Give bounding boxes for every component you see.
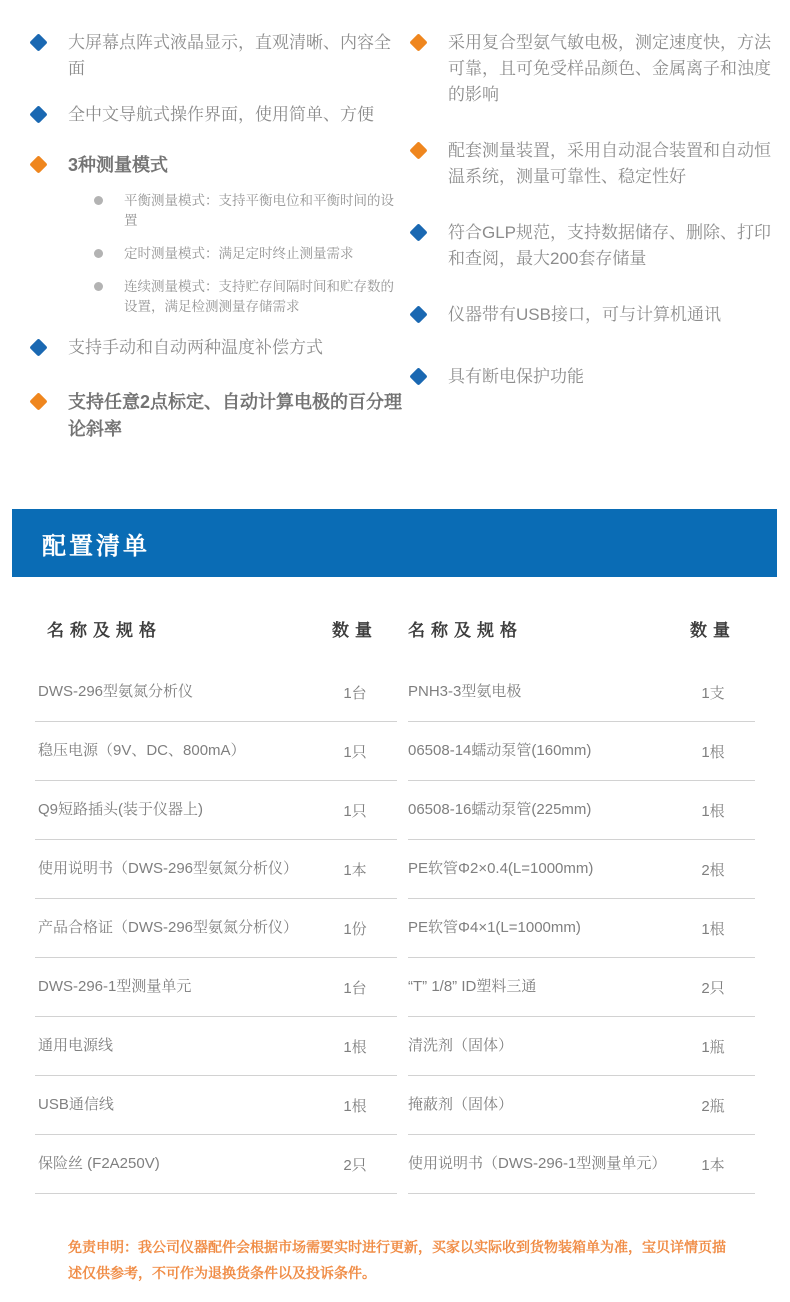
item-name: “T” 1/8” ID塑料三通 — [408, 978, 537, 995]
blue-diamond-icon — [409, 223, 427, 241]
features-right-column — [408, 30, 780, 465]
feature-text: 大屏幕点阵式液晶显示，直观清晰、内容全面 — [68, 33, 391, 78]
feature-text: 符合GLP规范，支持数据储存、删除、打印和查阅，最大200套存储量 — [448, 223, 772, 268]
item-name: PE软管Φ4×1(L=1000mm) — [408, 919, 581, 936]
feature-text: 采用复合型氨气敏电极，测定速度快，方法可靠，且可免受样品颜色、金属离子和浊度的影响 — [448, 33, 771, 104]
item-name: 掩蔽剂（固体） — [408, 1096, 514, 1113]
item-name: 通用电源线 — [38, 1037, 114, 1054]
dot-bullet-icon — [94, 249, 103, 258]
table-row — [35, 1076, 397, 1135]
item-qty: 1支 — [701, 684, 725, 702]
table-row — [35, 722, 397, 781]
orange-diamond-icon — [409, 141, 427, 159]
item-name: PE软管Φ2×0.4(L=1000mm) — [408, 860, 594, 877]
dot-bullet-icon — [94, 282, 103, 291]
feature-item — [28, 30, 406, 82]
item-name: 使用说明书（DWS-296型氨氮分析仪） — [38, 860, 299, 877]
feature-item — [28, 389, 406, 443]
feature-text: 3种测量模式 — [68, 155, 169, 175]
banner-title: 配置清单 — [42, 532, 150, 560]
feature-text: 具有断电保护功能 — [448, 367, 584, 386]
item-name: DWS-296-1型测量单元 — [38, 978, 192, 995]
item-qty: 1只 — [343, 802, 367, 820]
sublist-item-text: 平衡测量模式：支持平衡电位和平衡时间的设置 — [124, 193, 394, 228]
feature-text: 配套测量装置，采用自动混合装置和自动恒温系统，测量可靠性、稳定性好 — [448, 141, 771, 186]
table-row — [408, 1135, 755, 1194]
table-header — [35, 611, 397, 645]
table-row — [408, 722, 755, 781]
table-row — [408, 781, 755, 840]
feature-item — [28, 152, 406, 179]
item-name: 06508-14蠕动泵管(160mm) — [408, 742, 592, 759]
table-row — [408, 958, 755, 1017]
item-name: DWS-296型氨氮分析仪 — [38, 683, 194, 700]
item-qty: 1根 — [701, 802, 725, 820]
feature-item — [408, 30, 780, 108]
column-header-name: 名称及规格 — [408, 620, 523, 640]
measure-mode-sublist — [94, 191, 406, 317]
table-row — [35, 840, 397, 899]
table-row — [408, 840, 755, 899]
config-table-right — [408, 611, 755, 1194]
table-row — [408, 1076, 755, 1135]
table-row — [35, 1017, 397, 1076]
sublist-item — [94, 244, 406, 264]
item-qty: 1只 — [343, 743, 367, 761]
feature-text: 支持手动和自动两种温度补偿方式 — [68, 338, 323, 357]
column-header-name: 名称及规格 — [47, 620, 162, 640]
item-qty: 1份 — [343, 920, 367, 938]
feature-text: 全中文导航式操作界面，使用简单、方便 — [68, 105, 374, 124]
sublist-item — [94, 277, 406, 317]
table-row — [35, 958, 397, 1017]
sublist-item — [94, 191, 406, 231]
item-name: PNH3-3型氨电极 — [408, 683, 522, 700]
item-name: 保险丝 (F2A250V) — [38, 1155, 160, 1172]
item-qty: 1根 — [343, 1097, 367, 1115]
item-qty: 2根 — [701, 861, 725, 879]
dot-bullet-icon — [94, 196, 103, 205]
feature-item — [28, 102, 406, 128]
table-row — [408, 663, 755, 722]
table-header — [408, 611, 755, 645]
sublist-item-text: 连续测量模式：支持贮存间隔时间和贮存数的设置，满足检测测量存储需求 — [124, 279, 394, 314]
feature-text: 支持任意2点标定、自动计算电极的百分理论斜率 — [68, 392, 403, 439]
item-qty: 1台 — [343, 684, 367, 702]
config-table-left — [35, 611, 397, 1194]
item-qty: 1瓶 — [701, 1038, 725, 1056]
table-row — [408, 899, 755, 958]
orange-diamond-icon — [29, 392, 47, 410]
sublist-item-text: 定时测量模式：满足定时终止测量需求 — [124, 246, 354, 261]
config-list-banner — [12, 509, 777, 577]
item-name: 清洗剂（固体） — [408, 1037, 514, 1054]
item-qty: 1本 — [343, 861, 367, 879]
item-qty: 1本 — [701, 1156, 725, 1174]
table-row — [408, 1017, 755, 1076]
column-header-qty: 数量 — [332, 620, 378, 640]
disclaimer-text: 免责申明：我公司仪器配件会根据市场需要实时进行更新，买家以实际收到货物装箱单为准，宝贝详情页描述仅供参考，不可作为退换货条件以及投诉条件。 — [68, 1239, 726, 1281]
item-name: 使用说明书（DWS-296-1型测量单元） — [408, 1155, 667, 1172]
item-qty: 1根 — [701, 743, 725, 761]
blue-diamond-icon — [29, 105, 47, 123]
blue-diamond-icon — [409, 367, 427, 385]
feature-item — [28, 335, 406, 361]
item-name: USB通信线 — [38, 1096, 114, 1113]
item-name: 06508-16蠕动泵管(225mm) — [408, 801, 592, 818]
table-row — [35, 663, 397, 722]
item-name: Q9短路插头(装于仪器上) — [38, 801, 204, 818]
feature-item — [408, 220, 780, 272]
features-section — [0, 0, 790, 465]
item-qty: 1根 — [343, 1038, 367, 1056]
blue-diamond-icon — [29, 33, 47, 51]
item-qty: 1根 — [701, 920, 725, 938]
feature-item — [408, 364, 780, 390]
features-left-column — [28, 30, 406, 465]
orange-diamond-icon — [29, 155, 47, 173]
blue-diamond-icon — [409, 305, 427, 323]
feature-text: 仪器带有USB接口，可与计算机通讯 — [448, 305, 721, 324]
config-list-section — [0, 577, 790, 1194]
feature-item — [408, 302, 780, 328]
item-qty: 2瓶 — [701, 1097, 725, 1115]
table-row — [35, 899, 397, 958]
feature-item — [408, 138, 780, 190]
item-qty: 1台 — [343, 979, 367, 997]
blue-diamond-icon — [29, 338, 47, 356]
item-name: 产品合格证（DWS-296型氨氮分析仪） — [38, 919, 299, 936]
table-row — [35, 781, 397, 840]
item-qty: 2只 — [343, 1156, 367, 1174]
table-row — [35, 1135, 397, 1194]
item-qty: 2只 — [701, 979, 725, 997]
orange-diamond-icon — [409, 33, 427, 51]
item-name: 稳压电源（9V、DC、800mA） — [38, 742, 246, 759]
column-header-qty: 数量 — [690, 620, 736, 640]
